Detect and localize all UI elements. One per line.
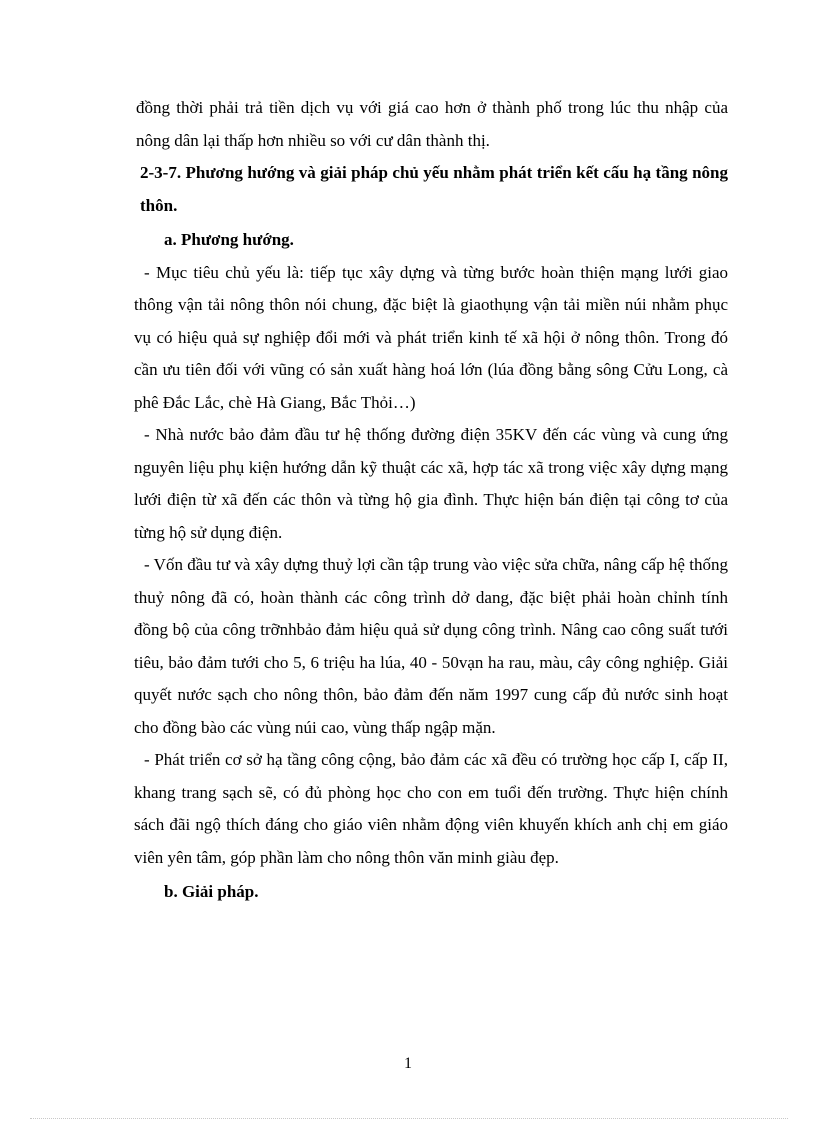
bullet-paragraph: - Nhà nước bảo đảm đầu tư hệ thống đường điện 35KV đến các vùng và cung ứng nguyên liệu phụ kiện hướng dẫn kỹ thuật các xã, hợp tác xã trong việc xây dựng mạng lưới điện từ xã đến các thôn và từng hộ gia đình. Thực hiện bán điện tại công tơ của từng hộ sử dụng điện. — [134, 425, 728, 542]
subheading-b: b. Giải pháp. — [164, 882, 259, 901]
bullet-paragraph: - Vốn đầu tư và xây dựng thuỷ lợi cần tập trung vào việc sửa chữa, nâng cấp hệ thống thuỷ nông đã có, hoàn thành các công trình dở dang, đặc biệt phải hoàn chỉnh tính đồng bộ của công trỡnhbảo đảm hiệu quả sử dụng công trình. Nâng cao công suất tưới tiêu, bảo đảm tưới cho 5, 6 triệu ha lúa, 40 - 50vạn ha rau, màu, cây công nghiệp. Giải quyết nước sạch cho nông thôn, bảo đảm đến năm 1997 cung cấp đủ nước sinh hoạt cho đồng bào các vùng núi cao, vùng thấp ngập mặn. — [134, 555, 728, 737]
subheading-a: a. Phương hướng. — [164, 230, 294, 249]
page-bottom-divider — [30, 1118, 788, 1119]
intro-paragraph: đồng thời phải trả tiền dịch vụ với giá cao hơn ở thành phố trong lúc thu nhập của nông dân lại thấp hơn nhiều so với cư dân thành thị. — [136, 98, 728, 150]
bullet-paragraph: - Mục tiêu chủ yếu là: tiếp tục xây dựng và từng bước hoàn thiện mạng lưới giao thông vận tải nông thôn nói chung, đặc biệt là giaothụng vận tải miền núi nhằm phục vụ có hiệu quả sự nghiệp đổi mới và phát triển kinh tế xã hội ở nông thôn. Trong đó cần ưu tiên đối với vũng có sản xuất hàng hoá lớn (lúa đồng bằng sông Cửu Long, cà phê Đắc Lắc, chè Hà Giang, Bắc Thỏi…) — [134, 262, 728, 412]
bullet-paragraph: - Phát triển cơ sở hạ tầng công cộng, bảo đảm các xã đều có trường học cấp I, cấp II, khang trang sạch sẽ, có đủ phòng học cho con em tuổi đến trường. Thực hiện chính sách đãi ngộ thích đáng cho giáo viên nhằm động viên khuyến khích anh chị em giáo viên yên tâm, góp phần làm cho nông thôn văn minh giàu đẹp. — [134, 750, 728, 867]
page-number: 1 — [404, 1055, 412, 1072]
section-heading: 2-3-7. Phương hướng và giải pháp chủ yếu nhằm phát triển kết cấu hạ tầng nông thôn. — [140, 163, 728, 215]
page-body — [136, 92, 728, 909]
